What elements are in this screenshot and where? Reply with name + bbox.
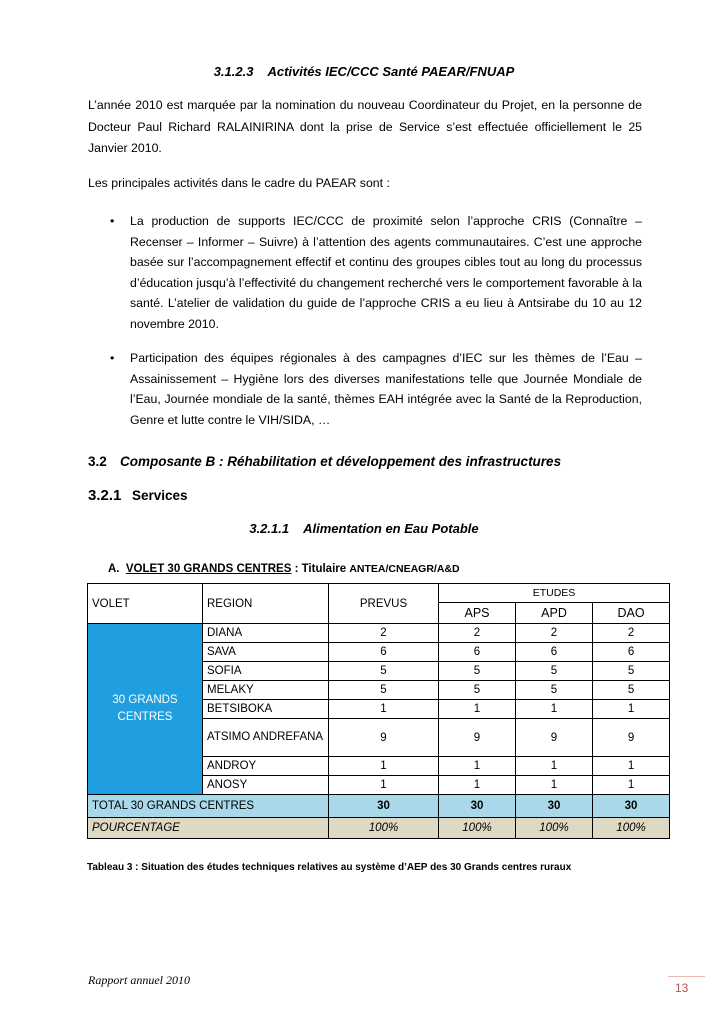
dao-cell: 5 — [593, 662, 670, 681]
aps-cell: 2 — [439, 624, 516, 643]
volet-heading — [108, 563, 460, 575]
volet-holder: ANTEA/CNEAGR/A&D — [349, 563, 460, 575]
apd-cell: 6 — [516, 643, 593, 662]
region-cell: MELAKY — [203, 681, 329, 700]
apd-cell: 1 — [516, 757, 593, 776]
prevus-cell: 1 — [329, 700, 439, 719]
total-dao: 30 — [593, 795, 670, 818]
dao-cell: 5 — [593, 681, 670, 700]
dao-cell: 9 — [593, 719, 670, 757]
paragraph-activities-intro: Les principales activités dans le cadre du PAEAR sont : — [88, 176, 390, 190]
aps-cell: 5 — [439, 662, 516, 681]
volet-rest: : Titulaire — [291, 563, 350, 575]
region-cell: SOFIA — [203, 662, 329, 681]
aps-cell: 1 — [439, 757, 516, 776]
apd-cell: 2 — [516, 624, 593, 643]
percentage-aps: 100% — [439, 818, 516, 839]
dao-cell: 1 — [593, 757, 670, 776]
header-prevus: PREVUS — [329, 584, 439, 624]
heading-number: 3.2 — [88, 454, 107, 469]
percentage-row — [88, 818, 670, 839]
prevus-cell: 9 — [329, 719, 439, 757]
aps-cell: 1 — [439, 700, 516, 719]
aps-cell: 5 — [439, 681, 516, 700]
total-prevus: 30 — [329, 795, 439, 818]
header-etudes: ETUDES — [439, 584, 670, 603]
heading-number: 3.2.1 — [88, 487, 122, 504]
volet-title: VOLET 30 GRANDS CENTRES — [125, 563, 292, 575]
region-cell: DIANA — [203, 624, 329, 643]
bullet-icon: • — [110, 351, 115, 365]
heading-3-1-2-3 — [0, 64, 728, 79]
percentage-prevus: 100% — [329, 818, 439, 839]
header-region: REGION — [203, 584, 329, 624]
dao-cell: 6 — [593, 643, 670, 662]
page-number-divider — [668, 976, 705, 977]
region-cell: ANOSY — [203, 776, 329, 795]
heading-title: Alimentation en Eau Potable — [303, 521, 479, 536]
header-dao: DAO — [593, 603, 670, 624]
apd-cell: 5 — [516, 681, 593, 700]
bullet-item — [88, 211, 642, 334]
heading-3-2 — [88, 454, 561, 469]
table-caption: Tableau 3 : Situation des études techniques relatives au système d’AEP des 30 Grands centres ruraux — [87, 862, 572, 873]
total-aps: 30 — [439, 795, 516, 818]
prevus-cell: 5 — [329, 662, 439, 681]
footer-text: Rapport annuel 2010 — [88, 973, 190, 987]
region-cell: BETSIBOKA — [203, 700, 329, 719]
header-apd: APD — [516, 603, 593, 624]
prevus-cell: 1 — [329, 776, 439, 795]
prevus-cell: 6 — [329, 643, 439, 662]
aps-cell: 1 — [439, 776, 516, 795]
volet-prefix: A. — [108, 563, 120, 575]
group-cell: 30 GRANDS CENTRES — [88, 624, 203, 795]
page-number: 13 — [675, 981, 689, 995]
paragraph-intro: L’année 2010 est marquée par la nomination du nouveau Coordinateur du Projet, en la personne de Docteur Paul Richard RALAINIRINA dont la prise de Service s’est effectuée officiellement le 25 Janvier 2010. — [88, 98, 642, 155]
heading-3-2-1-1-1 — [0, 521, 728, 536]
bullet-icon: • — [110, 214, 115, 228]
bullet-text: Participation des équipes régionales à des campagnes d’IEC sur les thèmes de l’Eau – Assainissement – Hygiène lors des diverses manifestations telle que Journée Mondiale de l’Eau, Journée mondiale de la santé, thèmes EAH intégrée avec la Santé de la Reproduction, Genre et lutte contre le VIH/SIDA, … — [130, 351, 642, 427]
header-aps: APS — [439, 603, 516, 624]
total-row — [88, 795, 670, 818]
total-label: TOTAL 30 GRANDS CENTRES — [88, 795, 329, 818]
apd-cell: 1 — [516, 776, 593, 795]
bullet-item — [88, 348, 642, 430]
aps-cell: 6 — [439, 643, 516, 662]
dao-cell: 2 — [593, 624, 670, 643]
heading-title: Activités IEC/CCC Santé PAEAR/FNUAP — [267, 64, 515, 79]
apd-cell: 5 — [516, 662, 593, 681]
heading-title: Composante B : Réhabilitation et développement des infrastructures — [120, 454, 562, 469]
heading-title: Services — [132, 488, 188, 503]
heading-number: 3.1.2.3 — [213, 64, 254, 79]
prevus-cell: 2 — [329, 624, 439, 643]
table-header-row — [88, 584, 670, 603]
bullet-text: La production de supports IEC/CCC de proximité selon l’approche CRIS (Connaître – Recenser – Informer – Suivre) à l’attention des agents communautaires. C’est une approche basée sur l’accompagnement effectif et continu des groupes cibles tout au long du processus d’éducation jusqu’à l’effectivité du changement recherché vers le comportement favorable à la santé. L’atelier de validation du guide de l’approche CRIS a eu lieu à Antsirabe du 10 au 12 novembre 2010. — [130, 214, 642, 331]
heading-number: 3.2.1.1 — [249, 521, 290, 536]
header-volet: VOLET — [88, 584, 203, 624]
prevus-cell: 1 — [329, 757, 439, 776]
region-cell: ATSIMO ANDREFANA — [203, 719, 329, 757]
dao-cell: 1 — [593, 776, 670, 795]
etudes-table — [87, 583, 670, 839]
percentage-label: POURCENTAGE — [88, 818, 329, 839]
region-cell: ANDROY — [203, 757, 329, 776]
total-apd: 30 — [516, 795, 593, 818]
dao-cell: 1 — [593, 700, 670, 719]
apd-cell: 1 — [516, 700, 593, 719]
prevus-cell: 5 — [329, 681, 439, 700]
region-cell: SAVA — [203, 643, 329, 662]
table-row — [88, 624, 670, 643]
percentage-dao: 100% — [593, 818, 670, 839]
heading-3-2-1 — [88, 487, 188, 504]
percentage-apd: 100% — [516, 818, 593, 839]
aps-cell: 9 — [439, 719, 516, 757]
apd-cell: 9 — [516, 719, 593, 757]
